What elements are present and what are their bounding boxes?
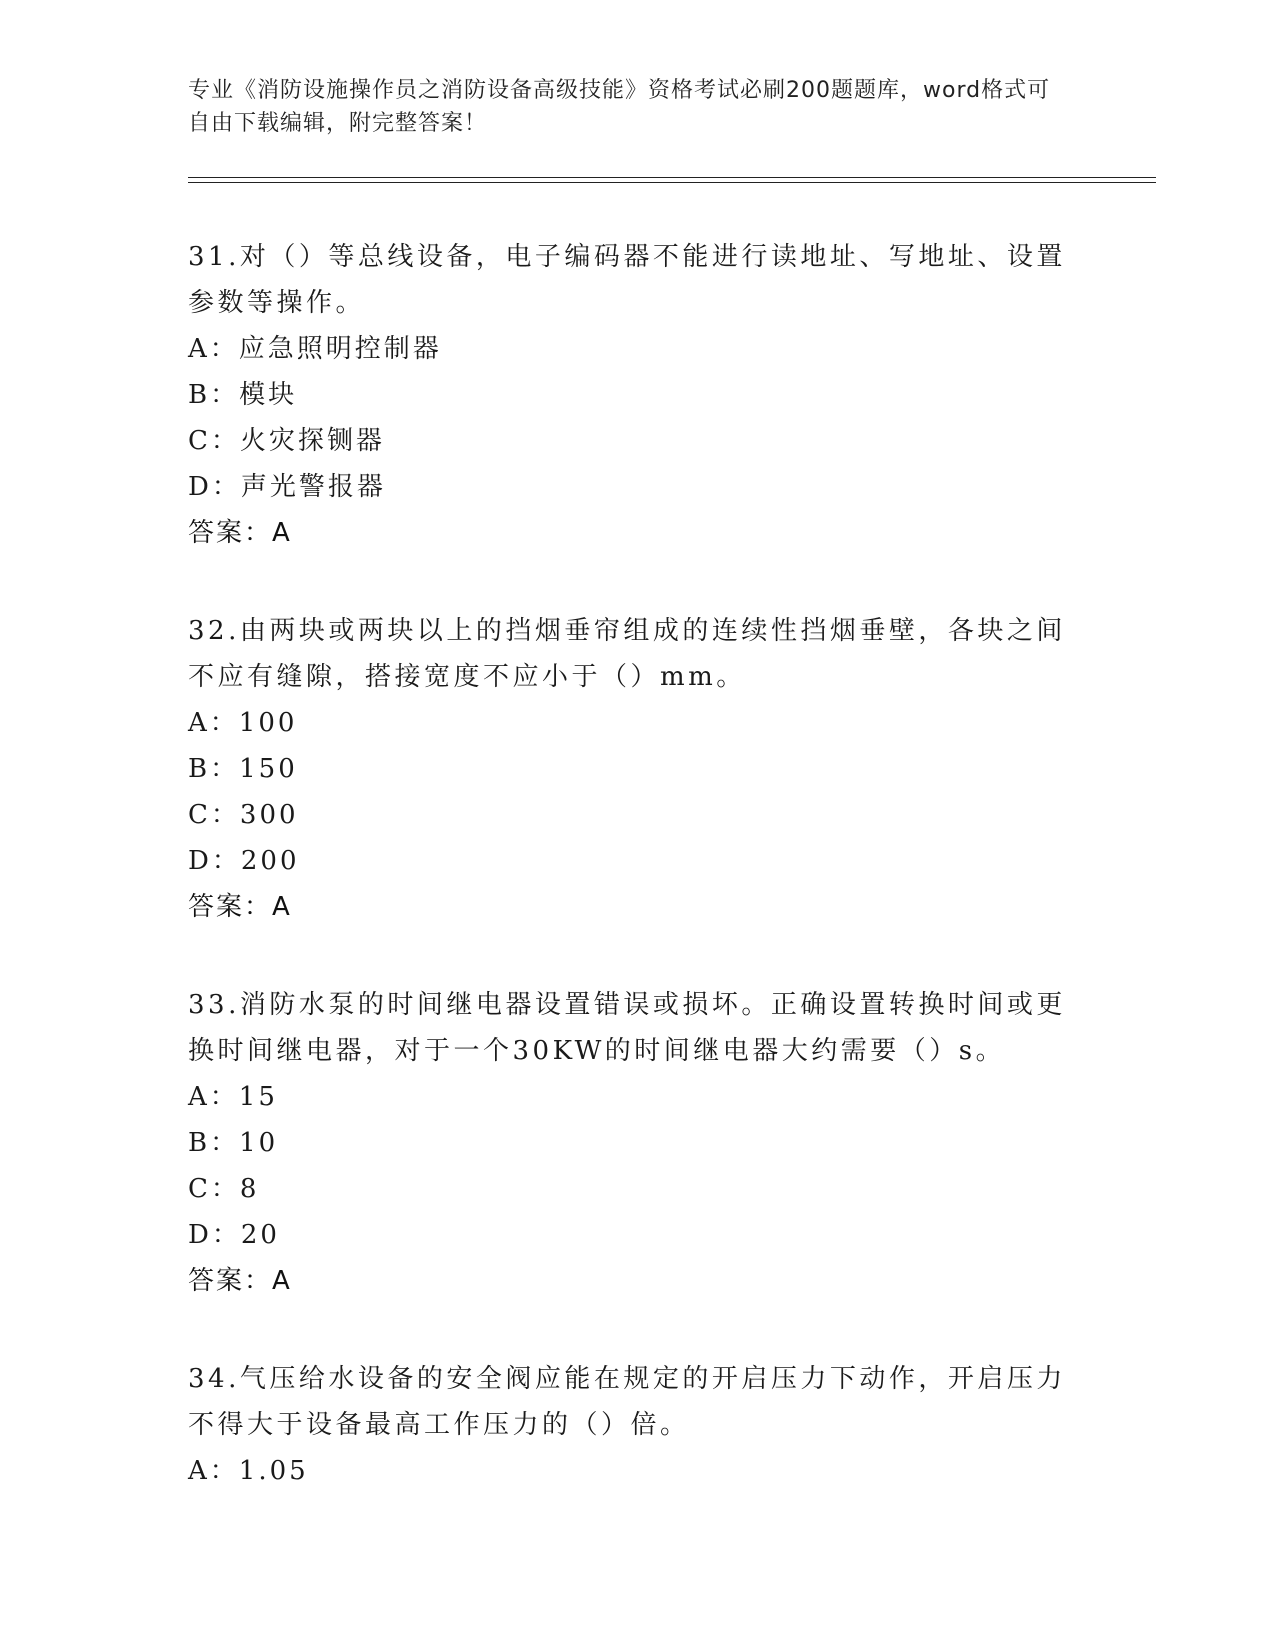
- option-value: 15: [238, 1082, 278, 1112]
- header-divider-top: [188, 177, 1156, 178]
- option-b: [188, 746, 1088, 792]
- option-a: [188, 326, 1088, 372]
- option-value: 火灾探铡器: [239, 426, 385, 456]
- option-a: [188, 1074, 1088, 1120]
- option-value: 200: [240, 846, 300, 876]
- option-d: [188, 464, 1088, 510]
- question-33: [188, 982, 1088, 1304]
- answer-line: 答案：A: [188, 518, 292, 548]
- option-value: 1.05: [238, 1456, 309, 1486]
- option-key: C：: [188, 1174, 240, 1204]
- option-value: 300: [239, 800, 299, 830]
- question-text: 34.气压给水设备的安全阀应能在规定的开启压力下动作，开启压力不得大于设备最高工作压力的（）倍。: [188, 1364, 1066, 1440]
- option-key: A：: [188, 1456, 239, 1486]
- question-text: 33.消防水泵的时间继电器设置错误或损坏。正确设置转换时间或更换时间继电器，对于一个30KW的时间继电器大约需要（）s。: [188, 990, 1066, 1066]
- option-a: [188, 1448, 1088, 1494]
- option-c: [188, 1166, 1088, 1212]
- option-key: B：: [188, 380, 240, 410]
- option-d: [188, 1212, 1088, 1258]
- option-key: C：: [188, 800, 240, 830]
- option-c: [188, 792, 1088, 838]
- option-key: D：: [188, 1220, 241, 1250]
- option-a: [188, 700, 1088, 746]
- option-value: 150: [239, 754, 298, 784]
- option-value: 10: [239, 1128, 279, 1158]
- option-key: A：: [188, 708, 239, 738]
- option-value: 8: [239, 1174, 260, 1204]
- question-32: [188, 608, 1088, 930]
- question-34: [188, 1356, 1088, 1494]
- option-value: 100: [238, 708, 298, 738]
- option-key: B：: [188, 754, 240, 784]
- answer-line: 答案：A: [188, 1266, 292, 1296]
- question-text: 32.由两块或两块以上的挡烟垂帘组成的连续性挡烟垂壁，各块之间不应有缝隙，搭接宽度不应小于（）mm。: [188, 616, 1066, 692]
- option-key: A：: [188, 334, 239, 364]
- option-key: C：: [188, 426, 240, 456]
- document-header: [188, 74, 1068, 140]
- option-value: 声光警报器: [240, 472, 386, 502]
- question-list: [188, 234, 1088, 1546]
- option-c: [188, 418, 1088, 464]
- option-b: [188, 372, 1088, 418]
- answer-line: 答案：A: [188, 892, 292, 922]
- option-key: D：: [188, 846, 241, 876]
- option-value: 应急照明控制器: [238, 334, 442, 364]
- option-key: A：: [188, 1082, 239, 1112]
- question-31: [188, 234, 1088, 556]
- question-text: 31.对（）等总线设备，电子编码器不能进行读地址、写地址、设置参数等操作。: [188, 242, 1066, 318]
- header-divider-bottom: [188, 182, 1156, 183]
- option-d: [188, 838, 1088, 884]
- option-key: B：: [188, 1128, 240, 1158]
- option-value: 20: [240, 1220, 280, 1250]
- option-key: D：: [188, 472, 241, 502]
- header-title: 专业《消防设施操作员之消防设备高级技能》资格考试必刷200题题库，word格式可自由下载编辑，附完整答案！: [188, 78, 1051, 136]
- option-b: [188, 1120, 1088, 1166]
- option-value: 模块: [239, 380, 298, 410]
